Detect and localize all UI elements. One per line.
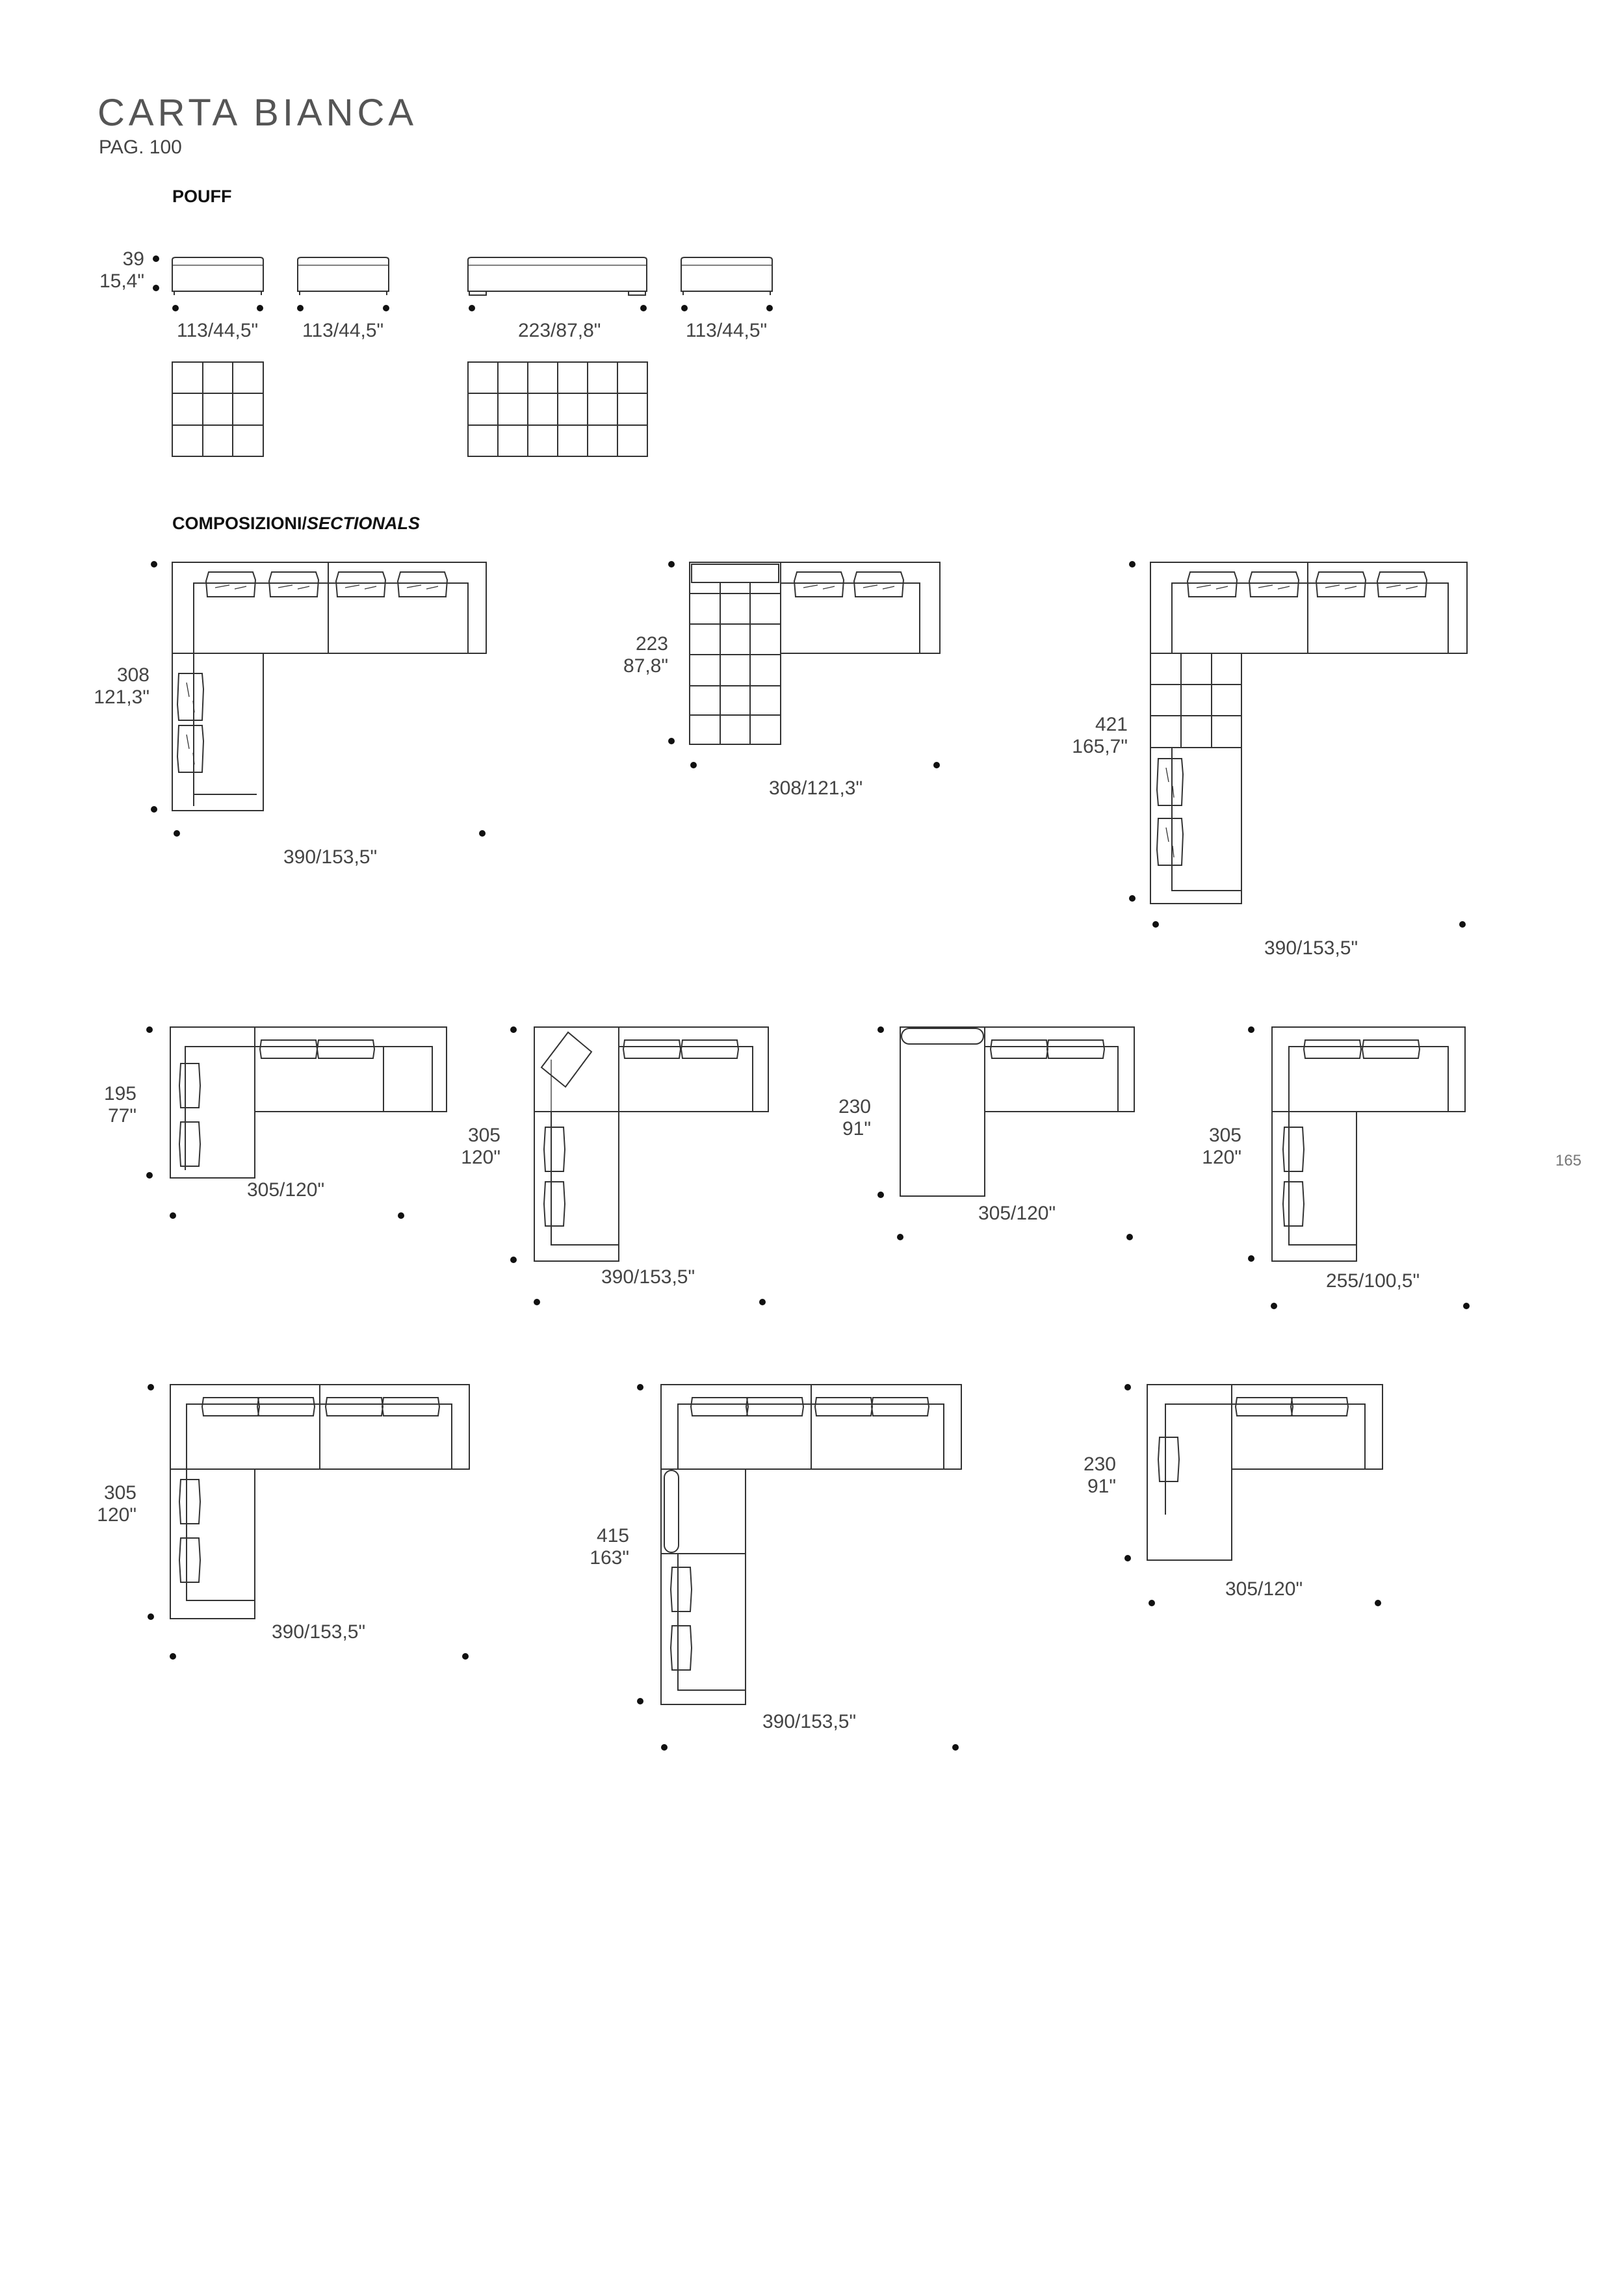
page-number: 165 — [1555, 1152, 1582, 1169]
pouff-plan-square — [172, 362, 263, 456]
sectional-9-depth-cm: 415 — [596, 1525, 629, 1546]
sectional-4-depth-in: 77" — [107, 1105, 136, 1127]
catalog-title: CARTA BIANCA — [97, 92, 418, 134]
pouff-2-width: 113/44,5" — [302, 320, 384, 341]
section-pouff-heading: POUFF — [172, 187, 232, 206]
sectional-3-depth-cm: 421 — [1095, 714, 1128, 735]
pouff-elevation-1 — [172, 257, 263, 295]
sectional-7-depth-cm: 305 — [1208, 1125, 1241, 1146]
sectional-8-width: 390/153,5" — [272, 1621, 366, 1643]
sectional-6-depth-in: 91" — [842, 1118, 871, 1140]
pouff-elevation-3 — [468, 257, 647, 295]
sectional-6 — [900, 1027, 1134, 1196]
sectional-5-depth-in: 120" — [461, 1147, 500, 1168]
sectional-1-depth-in: 121,3" — [94, 686, 149, 708]
sectional-1-width: 390/153,5" — [283, 846, 378, 868]
sectional-5-depth-cm: 305 — [467, 1125, 500, 1146]
sectional-10-depth-in: 91" — [1087, 1476, 1116, 1497]
sectional-6-width: 305/120" — [978, 1203, 1056, 1224]
pouff-plan-long — [468, 362, 647, 456]
sectional-1-depth-cm: 308 — [116, 664, 149, 686]
pouff-elevation-2 — [298, 257, 389, 295]
sectional-7-width: 255/100,5" — [1326, 1270, 1420, 1292]
dimension-dots — [146, 255, 1470, 1751]
sectional-3-width: 390/153,5" — [1264, 937, 1358, 959]
page-reference: PAG. 100 — [99, 137, 182, 158]
sectional-10 — [1147, 1385, 1383, 1560]
sectional-4 — [170, 1027, 447, 1178]
sectional-3 — [1150, 562, 1467, 904]
pouff-1-width: 113/44,5" — [177, 320, 259, 341]
sectional-10-width: 305/120" — [1225, 1578, 1303, 1600]
sectionals-heading-en: SECTIONALS — [307, 514, 421, 533]
sectional-8-depth-cm: 305 — [103, 1482, 136, 1504]
sectional-7-depth-in: 120" — [1202, 1147, 1241, 1168]
sectional-8 — [170, 1385, 469, 1619]
sectional-1 — [172, 562, 486, 811]
sectional-4-width: 305/120" — [247, 1179, 325, 1201]
pouff-3-width: 223/87,8" — [518, 320, 601, 341]
pouff-elevation-4 — [681, 257, 772, 295]
sectional-9 — [661, 1385, 961, 1704]
sectional-3-depth-in: 165,7" — [1072, 736, 1128, 757]
sectional-2 — [690, 562, 940, 744]
sectional-7 — [1272, 1027, 1465, 1261]
sectional-2-width: 308/121,3" — [769, 777, 863, 799]
sectional-5-width: 390/153,5" — [601, 1266, 695, 1288]
sectional-8-depth-in: 120" — [97, 1504, 136, 1526]
sectionals-heading-it: COMPOSIZIONI/ — [172, 514, 307, 533]
sectional-10-depth-cm: 230 — [1083, 1454, 1116, 1475]
sectional-9-width: 390/153,5" — [762, 1711, 857, 1732]
sectional-6-depth-cm: 230 — [838, 1096, 871, 1117]
pouff-height-in: 15,4" — [99, 270, 144, 292]
sectional-4-depth-cm: 195 — [103, 1083, 136, 1104]
sectional-9-depth-in: 163" — [590, 1547, 629, 1569]
sectional-2-depth-cm: 223 — [635, 633, 668, 655]
sectional-5 — [534, 1027, 768, 1261]
pouff-4-width: 113/44,5" — [686, 320, 768, 341]
pouff-height-cm: 39 — [122, 248, 144, 270]
sectional-2-depth-in: 87,8" — [623, 655, 668, 677]
